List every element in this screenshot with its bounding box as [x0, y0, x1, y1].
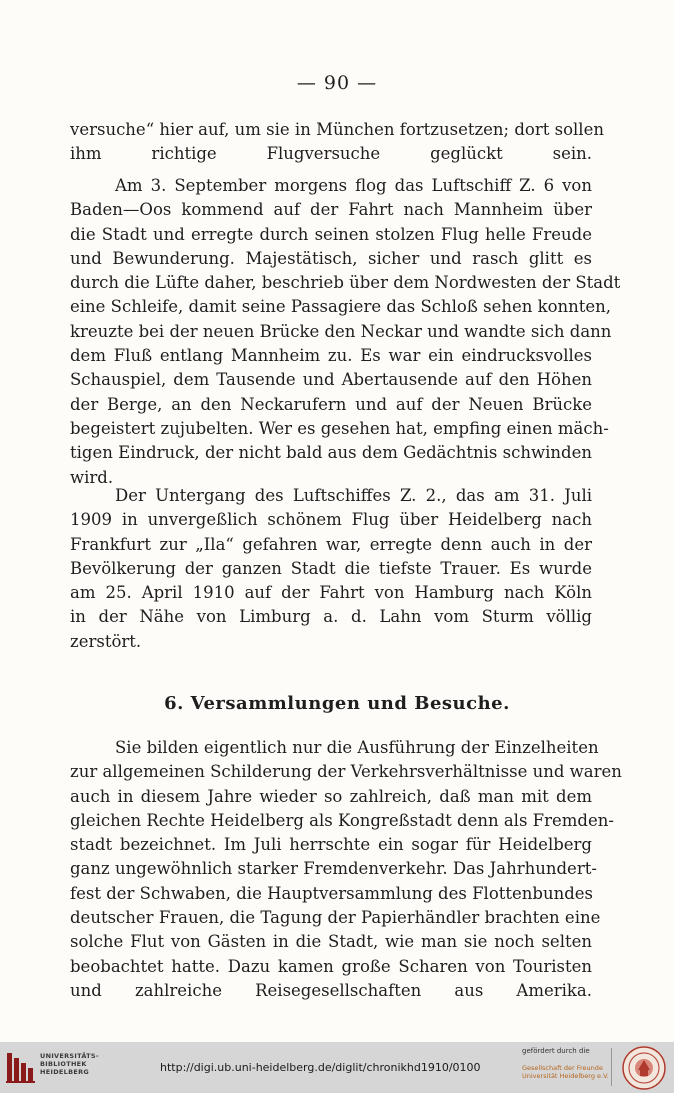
text-line: Schauspiel, dem Tausende und Abertausende auf den Höhen [70, 370, 592, 390]
text-line: und zahlreiche Reisegesellschaften aus Amerika. [70, 980, 592, 1000]
text-line: durch die Lüfte daher, beschrieb über dem Nordwesten der Stadt [70, 273, 621, 293]
library-name-line: HEIDELBERG [40, 1068, 90, 1076]
university-seal-icon [622, 1046, 666, 1090]
text-line: Baden—Oos kommend auf der Fahrt nach Mannheim über [70, 200, 592, 220]
text-line: Bevölkerung der ganzen Stadt die tiefste Trauer. Es wurde [70, 558, 592, 578]
text-line: Sie bilden eigentlich nur die Ausführung der Einzelheiten [115, 738, 599, 757]
text-line: Am 3. September morgens flog das Luftschiff Z. 6 von [115, 176, 592, 195]
text-line: tigen Eindruck, der nicht bald aus dem Gedächtnis schwinden [70, 443, 592, 463]
text-line: beobachtet hatte. Dazu kamen große Scharen von Touristen [70, 956, 592, 976]
text-line: Frankfurt zur „Ila“ gefahren war, erregte denn auch in der [70, 534, 592, 554]
text-line: fest der Schwaben, die Hauptversammlung des Flottenbundes [70, 883, 594, 903]
text-line: eine Schleife, damit seine Passagiere das Schloß sehen konnten, [70, 297, 612, 317]
text-line: ganz ungewöhnlich starker Fremdenverkehr. Das Jahrhundert- [70, 859, 597, 879]
paragraph-3 [70, 484, 592, 654]
text-line: am 25. April 1910 auf der Fahrt von Hamburg nach Köln [70, 583, 592, 603]
library-name-line: UNIVERSITÄTS- [40, 1052, 99, 1060]
text-line: und Bewunderung. Majestätisch, sicher und rasch glitt es [70, 248, 592, 268]
text-line: zerstört. [70, 631, 142, 651]
text-line: zur allgemeinen Schilderung der Verkehrsverhältnisse und waren [70, 762, 622, 782]
footer-bar [0, 1042, 674, 1093]
text-line: gleichen Rechte Heidelberg als Kongreßstadt denn als Fremden- [70, 810, 614, 830]
text-line: ihm richtige Flugversuche geglückt sein. [70, 144, 592, 164]
text-line: begeistert zujubelten. Wer es gesehen hat, empfing einen mäch- [70, 418, 609, 438]
text-line: 1909 in unvergeßlich schönem Flug über Heidelberg nach [70, 510, 592, 530]
text-line: kreuzte bei der neuen Brücke den Neckar und wandte sich dann [70, 321, 612, 341]
sponsor-name-line: Universität Heidelberg e.V. [522, 1072, 609, 1080]
section-heading: 6. Versammlungen und Besuche. [164, 693, 510, 714]
library-logo-icon[interactable] [6, 1050, 36, 1084]
text-line: stadt bezeichnet. Im Juli herrschte ein sogar für Heidelberg [70, 835, 592, 855]
sponsor-name[interactable] [522, 1064, 609, 1080]
page-number: — 90 — [296, 72, 378, 94]
footer-divider [611, 1048, 612, 1086]
library-name [40, 1052, 99, 1076]
paragraph-4 [70, 736, 622, 1003]
text-line: dem Fluß entlang Mannheim zu. Es war ein eindrucksvolles [70, 346, 592, 366]
source-url-link[interactable]: http://digi.ub.uni-heidelberg.de/diglit/chronikhd1910/0100 [160, 1061, 481, 1074]
text-line: wird. [70, 467, 114, 487]
sponsor-label: gefördert durch die [522, 1047, 590, 1055]
text-line: die Stadt und erregte durch seinen stolzen Flug helle Freude [70, 224, 592, 244]
text-line: der Berge, an den Neckarufern und auf der Neuen Brücke [70, 394, 592, 414]
library-name-line: BIBLIOTHEK [40, 1060, 87, 1068]
paragraph-2 [70, 174, 621, 490]
text-line: auch in diesem Jahre wieder so zahlreich, daß man mit dem [70, 786, 592, 806]
paragraph-1 [70, 118, 604, 167]
text-line: versuche“ hier auf, um sie in München fortzusetzen; dort sollen [70, 120, 604, 139]
text-line: solche Flut von Gästen in die Stadt, wie man sie noch selten [70, 932, 592, 952]
text-line: Der Untergang des Luftschiffes Z. 2., das am 31. Juli [115, 486, 592, 505]
text-line: in der Nähe von Limburg a. d. Lahn vom Sturm völlig [70, 607, 592, 627]
text-line: deutscher Frauen, die Tagung der Papierhändler brachten eine [70, 908, 601, 928]
sponsor-name-line: Gesellschaft der Freunde [522, 1064, 603, 1072]
